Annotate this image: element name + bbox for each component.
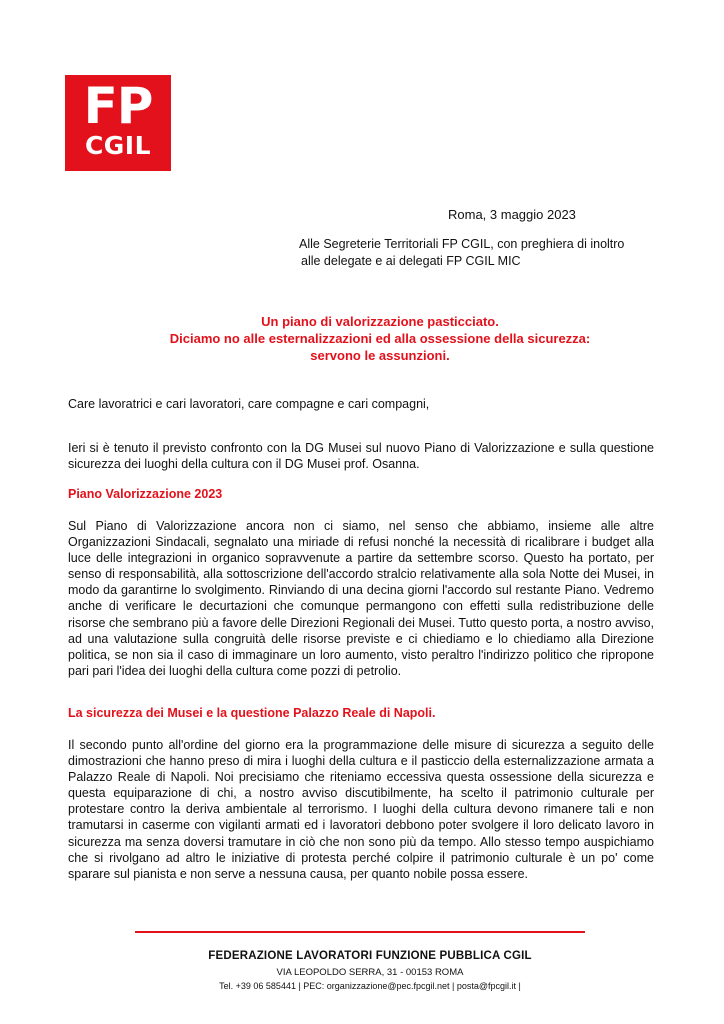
footer-organization: FEDERAZIONE LAVORATORI FUNZIONE PUBBLICA CGIL: [208, 950, 532, 962]
title-line-1: Un piano di valorizzazione pasticciato.: [261, 314, 499, 329]
recipients-block: [299, 236, 624, 270]
letter-date: Roma, 3 maggio 2023: [448, 207, 576, 222]
title-line-2: Diciamo no alle esternalizzazioni ed alla ossessione della sicurezza:: [169, 331, 591, 346]
letter-title: [60, 313, 700, 364]
footer-address: VIA LEOPOLDO SERRA, 31 - 00153 ROMA: [276, 967, 464, 978]
section-heading-valorizzazione: Piano Valorizzazione 2023: [68, 487, 223, 501]
paragraph-valorizzazione: Sul Piano di Valorizzazione ancora non ci siamo, nel senso che abbiamo, insieme alle altre Organizzazioni Sindacali, segnalato una miriade di refusi nonché la necessità di ricalibrare i budget alla luce delle integrazioni in organico sopravvenute a partire da settembre scorso. Questo ha portato, per senso di responsabilità, alla sottoscrizione dell'accordo stralcio relativamente alla sola Notte dei Musei, in modo da garantirne lo svolgimento. Rinviando di una decina giorni l'accordo sul restante Piano. Vedremo anche di verificare le decurtazioni che comunque permangono con effetti sulla redistribuzione delle risorse che sembrano più a favore delle Direzioni Regionali dei Musei. Tutto questo porta, a nostro avviso, ad una valutazione sulla congruità delle risorse previste e ci chiediamo e lo chiediamo alla Direzione politica, se non sia il caso di immaginare un loro aumento, visto peraltro l'indirizzo politico che ripropone pari pari l'idea dei luoghi della cultura come pozzi di petrolio.: [68, 519, 654, 678]
footer-divider: [135, 931, 585, 933]
paragraph-sicurezza: Il secondo punto all'ordine del giorno era la programmazione delle misure di sicurezza a seguito delle dimostrazioni che hanno preso di mira i luoghi della cultura e il pasticcio della esternalizzazione armata a Palazzo Reale di Napoli. Noi precisiamo che riteniamo eccessiva questa ossessione della sicurezza e questa equiparazione di chi, a nostro avviso discutibilmente, ha scelto il patrimonio culturale per protestare contro la deriva ambientale al terrorismo. I luoghi della cultura devono rimanere tali e non tramutarsi in caserme con vigilanti armati ed i lavoratori debbono poter svolgere il loro delicato lavoro in sicurezza ma senza doversi tramutare in ciò che non sono più da tempo. Allo stesso tempo auspichiamo che si rivolgano ad altro le iniziative di protesta perché colpire il patrimonio culturale è un po' come sparare sul pianista e non serve a nessuna causa, per quanto nobile possa essere.: [68, 738, 654, 881]
recipients-line-2: alle delegate e ai delegati FP CGIL MIC: [301, 254, 521, 268]
section-heading-sicurezza: La sicurezza dei Musei e la questione Palazzo Reale di Napoli.: [68, 706, 436, 720]
paragraph-intro: Ieri si è tenuto il previsto confronto con la DG Musei sul nuovo Piano di Valorizzazione e sulla questione sicurezza dei luoghi della cultura con il DG Musei prof. Osanna.: [68, 441, 654, 472]
fp-cgil-logo: [65, 75, 171, 171]
greeting: Care lavoratrici e cari lavoratori, care compagne e cari compagni,: [68, 397, 430, 411]
footer-contacts: Tel. +39 06 585441 | PEC: organizzazione@pec.fpcgil.net | posta@fpcgil.it |: [219, 981, 521, 991]
logo-fp-text: FP: [83, 77, 153, 135]
title-line-3: servono le assunzioni.: [310, 348, 450, 363]
recipients-line-1: Alle Segreterie Territoriali FP CGIL, con preghiera di inoltro: [299, 237, 625, 251]
logo-cgil-text: CGIL: [84, 131, 152, 160]
